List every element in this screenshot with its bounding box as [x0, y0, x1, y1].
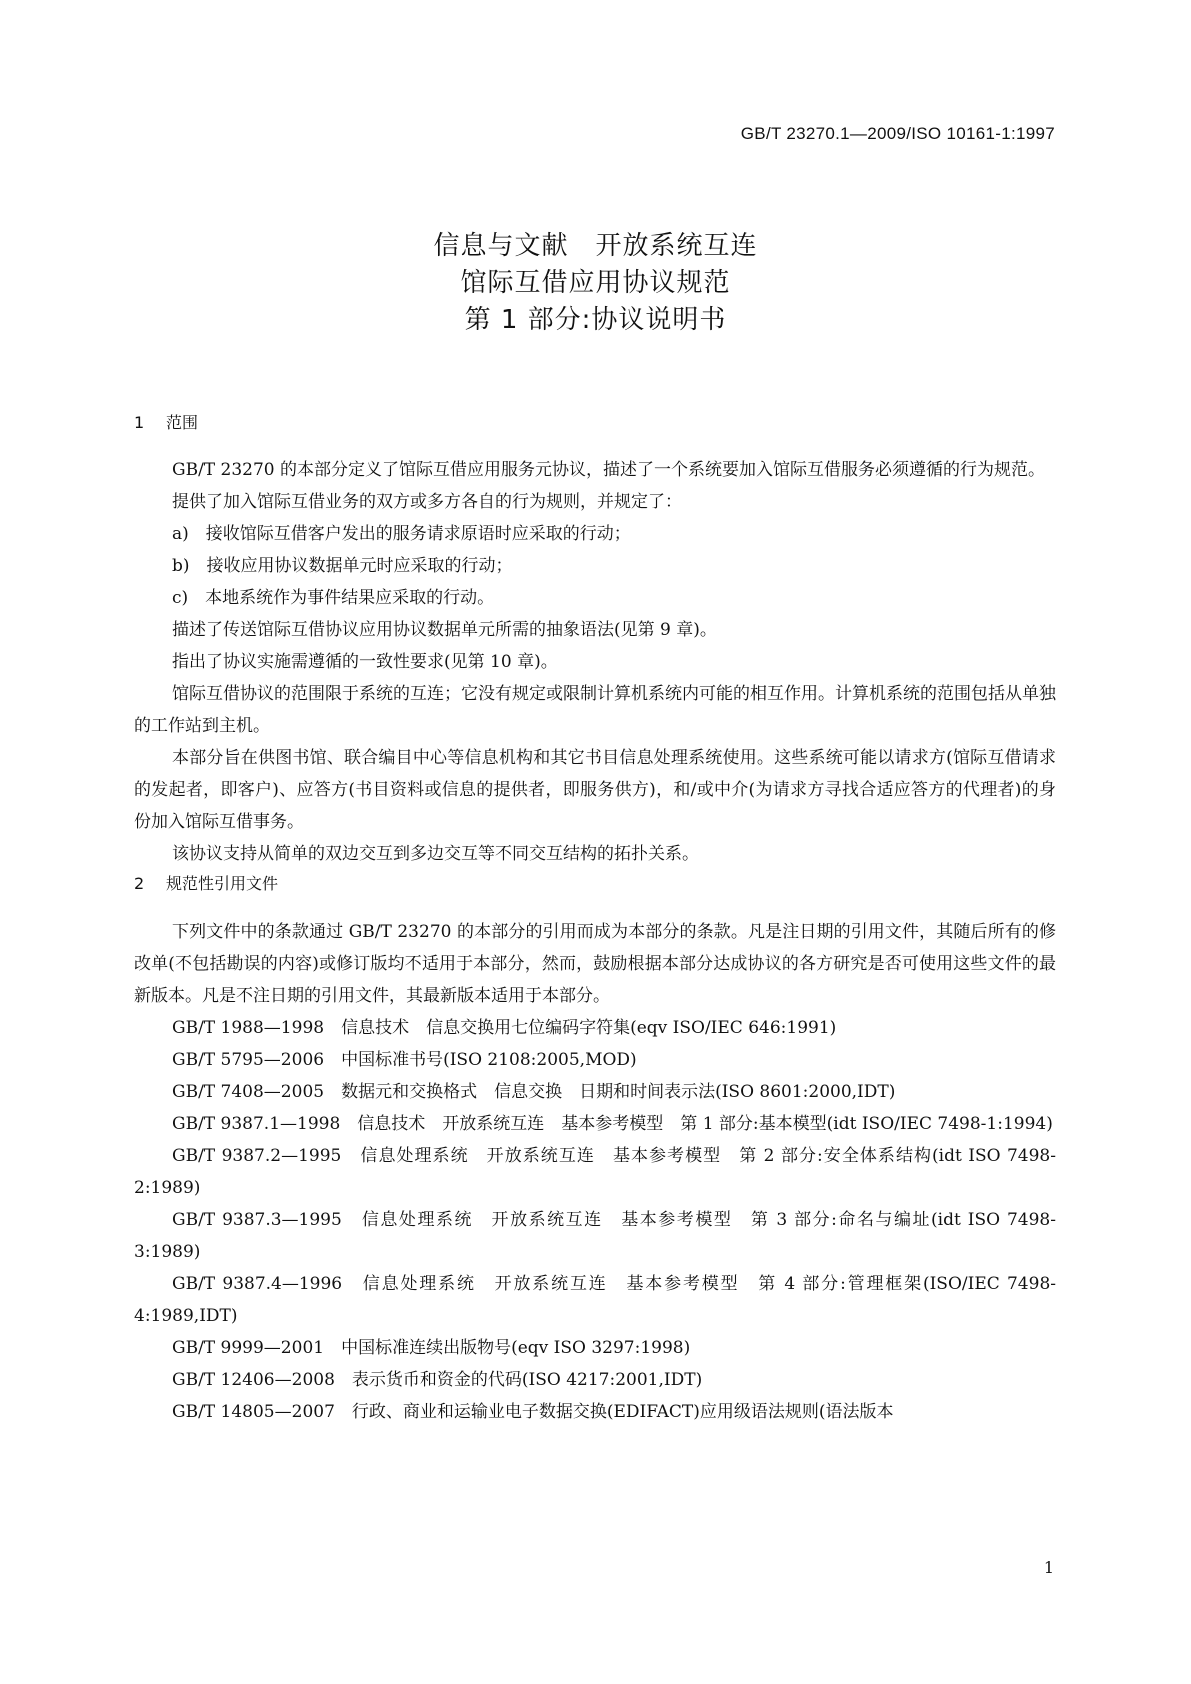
- title-line-3: 第 1 部分:协议说明书: [464, 305, 727, 335]
- section-number: 1: [134, 413, 145, 432]
- reference-item: GB/T 9387.4—1996 信息处理系统 开放系统互连 基本参考模型 第 4 部分:管理框架(ISO/IEC 7498-4:1989,IDT): [134, 1274, 1056, 1326]
- paragraph: 提供了加入馆际互借业务的双方或多方各自的行为规则，并规定了：: [172, 492, 682, 512]
- paragraph: 指出了协议实施需遵循的一致性要求(见第 10 章)。: [172, 652, 558, 672]
- document-title: [0, 228, 1191, 339]
- paragraph: GB/T 23270 的本部分定义了馆际互借应用服务元协议，描述了一个系统要加入馆际互借服务必须遵循的行为规范。: [172, 460, 1046, 480]
- reference-item: GB/T 14805—2007 行政、商业和运输业电子数据交换(EDIFACT)应用级语法规则(语法版本: [172, 1402, 894, 1422]
- reference-item: GB/T 9999—2001 中国标准连续出版物号(eqv ISO 3297:1998): [172, 1338, 691, 1358]
- reference-list: [134, 1012, 1056, 1428]
- section-heading-normative-references: [134, 872, 1056, 910]
- section-number: 2: [134, 874, 145, 893]
- section-heading-scope: [134, 412, 1056, 448]
- paragraph: 馆际互借协议的范围限于系统的互连；它没有规定或限制计算机系统内可能的相互作用。计算机系统的范围包括从单独的工作站到主机。: [134, 684, 1056, 736]
- list-item: a) 接收馆际互借客户发出的服务请求原语时应采取的行动；: [172, 524, 631, 544]
- paragraph: 下列文件中的条款通过 GB/T 23270 的本部分的引用而成为本部分的条款。凡是注日期的引用文件，其随后所有的修改单(不包括勘误的内容)或修订版均不适用于本部分，然而，鼓励根据本部分达成协议的各方研究是否可使用这些文件的最新版本。凡是不注日期的引用文件，其最新版本适用于本部分。: [134, 922, 1056, 1006]
- reference-item: GB/T 7408—2005 数据元和交换格式 信息交换 日期和时间表示法(ISO 8601:2000,IDT): [172, 1082, 896, 1102]
- paragraph: 该协议支持从简单的双边交互到多边交互等不同交互结构的拓扑关系。: [172, 844, 699, 864]
- reference-item: GB/T 9387.3—1995 信息处理系统 开放系统互连 基本参考模型 第 3 部分:命名与编址(idt ISO 7498-3:1989): [134, 1210, 1056, 1262]
- standard-code: GB/T 23270.1—2009/ISO 10161-1:1997: [740, 124, 1055, 143]
- section-title: 范围: [166, 413, 199, 432]
- list-item: c) 本地系统作为事件结果应采取的行动。: [172, 588, 495, 608]
- reference-item: GB/T 9387.1—1998 信息技术 开放系统互连 基本参考模型 第 1 部分:基本模型(idt ISO/IEC 7498-1:1994): [172, 1114, 1053, 1134]
- paragraph: 本部分旨在供图书馆、联合编目中心等信息机构和其它书目信息处理系统使用。这些系统可能以请求方(馆际互借请求的发起者，即客户)、应答方(书目资料或信息的提供者，即服务供方)，和/或中介(为请求方寻找合适应答方的代理者)的身份加入馆际互借事务。: [134, 748, 1056, 832]
- reference-item: GB/T 5795—2006 中国标准书号(ISO 2108:2005,MOD): [172, 1050, 637, 1070]
- reference-item: GB/T 1988—1998 信息技术 信息交换用七位编码字符集(eqv ISO/IEC 646:1991): [172, 1018, 837, 1038]
- list-item: b) 接收应用协议数据单元时应采取的行动；: [172, 556, 513, 576]
- page-number: 1: [1043, 1558, 1054, 1577]
- title-line-2: 馆际互借应用协议规范: [460, 268, 731, 298]
- section-title: 规范性引用文件: [166, 874, 279, 893]
- paragraph: 描述了传送馆际互借协议应用协议数据单元所需的抽象语法(见第 9 章)。: [172, 620, 717, 640]
- reference-item: GB/T 9387.2—1995 信息处理系统 开放系统互连 基本参考模型 第 2 部分:安全体系结构(idt ISO 7498-2:1989): [134, 1146, 1056, 1198]
- title-line-1: 信息与文献 开放系统互连: [433, 231, 758, 261]
- reference-item: GB/T 12406—2008 表示货币和资金的代码(ISO 4217:2001,IDT): [172, 1370, 703, 1390]
- document-body: [134, 412, 1056, 1428]
